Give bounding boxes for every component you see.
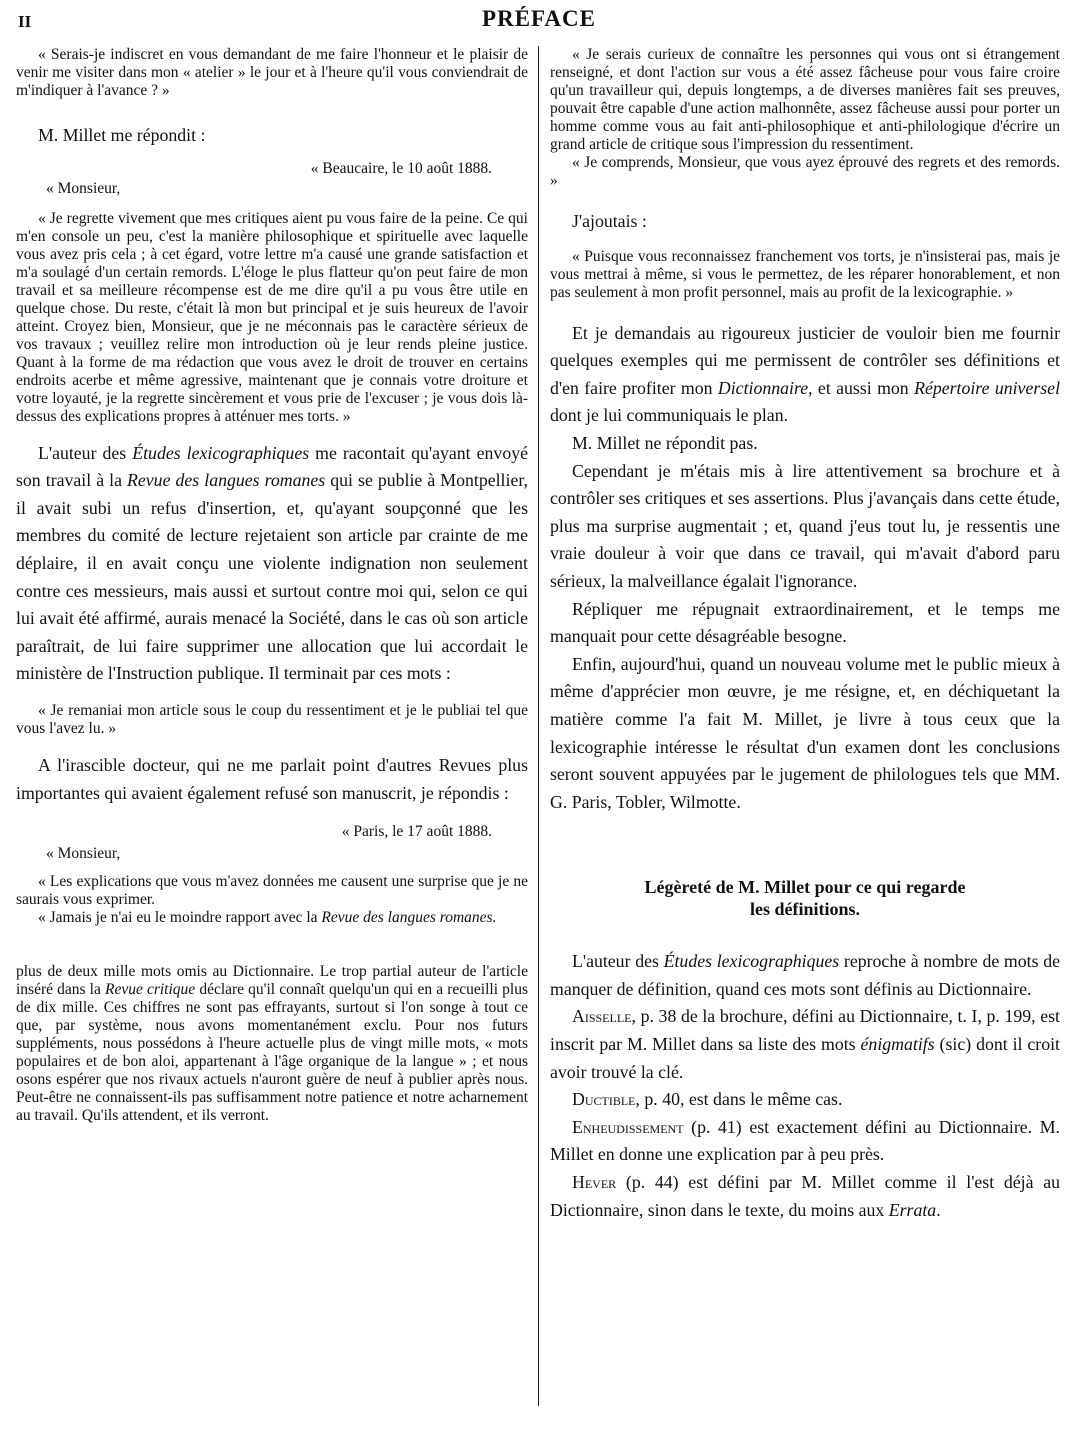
text-run: dont je lui communiquais le plan. — [550, 405, 789, 426]
headword: Aisselle — [572, 1006, 632, 1027]
letter-dateline: « Beaucaire, le 10 août 1888. — [310, 159, 492, 177]
headword: Ductible — [572, 1089, 636, 1110]
letter-paragraph: « Je comprends, Monsieur, que vous ayez éprouvé des regrets et des remords. » — [550, 154, 1060, 189]
body-paragraph: Enfin, aujourd'hui, quand un nouveau volume met le public mieux à même d'apprécier mon œuvre, je me résigne, et, en déchiquetant la matière comme l'a fait M. Millet, je livre à tous ceux que la lexicographie intéresse le résultat d'un examen dont les conclusions seront souvent appuyées par le jugement de philologues tels que MM. G. Paris, Tobler, Wilmotte. — [550, 653, 1060, 812]
text-run: . — [936, 1199, 941, 1220]
page-number: II — [18, 12, 32, 31]
letter-paragraph — [16, 909, 528, 927]
section-heading — [550, 876, 1060, 920]
right-column — [550, 46, 1060, 1224]
entry-paragraph — [550, 1003, 1060, 1086]
text-run: (p. 41) est exactement défini au Dictionnaire. M. Millet en donne une explication par à peu près. — [550, 1116, 1060, 1165]
letter-salutation: « Monsieur, — [46, 179, 121, 197]
body-paragraph: M. Millet me répondit : — [38, 125, 206, 145]
text-run: L'auteur des — [572, 951, 664, 972]
text-run: , et aussi mon — [808, 377, 915, 398]
text-run: , p. 40, est dans le même cas. — [635, 1089, 843, 1110]
text-run: plus de deux mille mots omis au Dictionnaire. Le trop partial auteur de l'article inséré dans la — [16, 963, 528, 999]
headword: Enheudissement — [572, 1116, 684, 1137]
headword: Hever — [572, 1172, 617, 1193]
letter-paragraph: « Je regrette vivement que mes critiques aient pu vous faire de la peine. Ce qui m'en console un peu, c'est la manière philosophique et spirituelle avec laquelle vous avez pris cela ; à cet égard, votre lettre m'a causé une grande satisfaction et m'a soulagé d'un certain remords. L'éloge le plus flatteur qu'on peut faire de mon travail et sa meilleure récompense est de me dire qu'il a pu vous être utile en quelque chose. Du reste, c'était là mon but principal et je suis heureux de l'avoir atteint. Croyez bien, Monsieur, que je ne méconnais pas le caractère sérieux de vos travaux ; veuillez relire mon introduction où je leur rends pleine justice. Quant à la forme de ma rédaction que vous avez le droit de trouver en certains endroits acerbe et même agressive, maintenant que je connais votre droiture et votre loyauté, je la regrette sincèrement et vous prie de l'excuser ; je vous dois là-dessus des explications propres à atténuer mes torts. » — [16, 209, 528, 425]
letter-paragraph: « Les explications que vous m'avez données me causent une surprise que je ne saurais vous exprimer. — [16, 873, 528, 909]
text-run: reproche à nombre de mots de manquer de définition, quand ces mots sont définis au Dictionnaire. — [550, 951, 1061, 999]
italic-term: Errata — [888, 1199, 937, 1220]
letter-dateline: « Paris, le 17 août 1888. — [341, 823, 492, 841]
italic-title: Revue des langues romanes. — [321, 909, 497, 927]
quotation: « Je remaniai mon article sous le coup du ressentiment et je le publiai tel que vous l'avez lu. » — [16, 701, 528, 737]
text-run: déclare qu'il connaît quelqu'un qui en a recueilli plus de dix mille. Ces chiffres ne sont pas effrayants, surtout si l'on songe à tout ce que, par système, nous avons momentanément exclu. Pour nos futurs suppléments, nous possédons à l'heure actuelle plus de vingt mille mots, « mots populaires et de bon aloi, appartenant à l'âge organique de la langue » ; et nous osons espérer que nos rivaux actuels n'auront guère de neuf à publier après nous. Peut-être ne connaissent-ils pas suffisamment notre patience et notre acharnement au travail. Qu'ils attendent, et ils verront. — [16, 981, 528, 1125]
italic-title: Études lexicographiques — [132, 442, 310, 463]
entry-paragraph — [550, 1169, 1060, 1224]
body-paragraph: A l'irascible docteur, qui ne me parlait point d'autres Revues plus importantes qui avaient également refusé son manuscrit, je répondis : — [16, 754, 528, 803]
section-heading-line: Légèreté de M. Millet pour ce qui regarde — [644, 877, 966, 898]
body-paragraph: J'ajoutais : — [572, 211, 647, 231]
italic-title: Revue critique — [104, 981, 196, 999]
entry-paragraph — [550, 1086, 1060, 1114]
text-run: « Jamais je n'ai eu le moindre rapport avec la — [38, 909, 322, 927]
letter-paragraph: « Je serais curieux de connaître les personnes qui vous ont si étrangement renseigné, et dont l'action sur vous a été assez fâcheuse pour vous faire croire qu'un travailleur qui, depuis longtemps, a de diverses manières fait ses preuves, pouvait être capable d'une action malhonnête, assez fâcheuse aussi pour porter un homme comme vous au fait anti-philosophique et anti-philologique d'écrire un grand article de critique sous l'impression du ressentiment. — [550, 46, 1060, 153]
italic-title: Revue des langues romanes — [127, 470, 326, 491]
italic-title: Répertoire universel — [914, 377, 1061, 398]
italic-term: énigmatifs — [860, 1034, 935, 1055]
body-paragraph — [16, 963, 528, 1125]
letter-paragraph: « Serais-je indiscret en vous demandant de me faire l'honneur et le plaisir de venir me visiter dans mon « atelier » le jour et à l'heure qu'il vous conviendrait de m'indiquer à l'avance ? » — [16, 46, 528, 99]
column-rule — [538, 46, 539, 1406]
letter-paragraph: « Puisque vous reconnaissez franchement vos torts, je n'insisterai pas, mais je vous mettrai à même, si vous le permettez, de les réparer honorablement, et non pas seulement à mon profit personnel, mais au profit de la lexicographie. » — [550, 247, 1060, 301]
letter-salutation: « Monsieur, — [46, 845, 121, 863]
entry-paragraph — [550, 1114, 1060, 1169]
section-heading-line: les définitions. — [749, 899, 860, 920]
italic-title: Dictionnaire — [717, 377, 809, 398]
text-run: , p. 38 de la brochure, défini au Dictionnaire, t. I, p. 199, est inscrit par M. Millet dans sa liste des mots — [550, 1006, 1060, 1055]
running-title: PRÉFACE — [482, 6, 596, 31]
text-run: me racontait qu'ayant envoyé son travail à la — [16, 442, 528, 491]
italic-title: Études lexicographiques — [663, 951, 840, 972]
body-paragraph — [550, 948, 1060, 1003]
body-paragraph — [550, 320, 1060, 430]
body-paragraph: Répliquer me répugnait extraordinairement, et le temps me manquait pour cette désagréable besogne. — [550, 598, 1060, 647]
text-run: L'auteur des — [38, 442, 133, 463]
text-run: Et je demandais au rigoureux justicier de vouloir bien me fournir quelques exemples qui me permissent de contrôler ses définitions et d'en faire profiter mon — [550, 322, 1060, 398]
text-run: qui se publie à Montpellier, il avait subi un refus d'insertion, et, qu'ayant soupçonné que les membres du comité de lecture rejetaient son article par crainte de me déplaire, il en avait conçu une violente indignation non seulement contre ces messieurs, mais aussi et surtout contre moi qui, selon ce qui lui avait été affirmé, aurais menacé la Société, dans le cas où son article paraîtrait, de lui faire supprimer une allocation que lui accordait le ministère de l'Instruction publique. Il terminait par ces mots : — [16, 470, 528, 684]
text-run: (p. 44) est défini par M. Millet comme il l'est déjà au Dictionnaire, sinon dans le texte, du moins aux — [550, 1172, 1060, 1220]
body-paragraph: Cependant je m'étais mis à lire attentivement sa brochure et à contrôler ses critiques et ses assertions. Plus j'avançais dans cette étude, plus ma surprise augmentait ; et, quand j'eus tout lu, je ressentis une vraie douleur à voir que dans ce travail, qui m'avait d'abord paru sérieux, la malveillance égalait l'ignorance. — [550, 460, 1060, 591]
left-column — [16, 46, 528, 1125]
body-paragraph — [16, 440, 528, 688]
text-run: (sic) dont il croit avoir trouvé la clé. — [550, 1034, 1061, 1082]
body-paragraph: M. Millet ne répondit pas. — [572, 432, 758, 453]
